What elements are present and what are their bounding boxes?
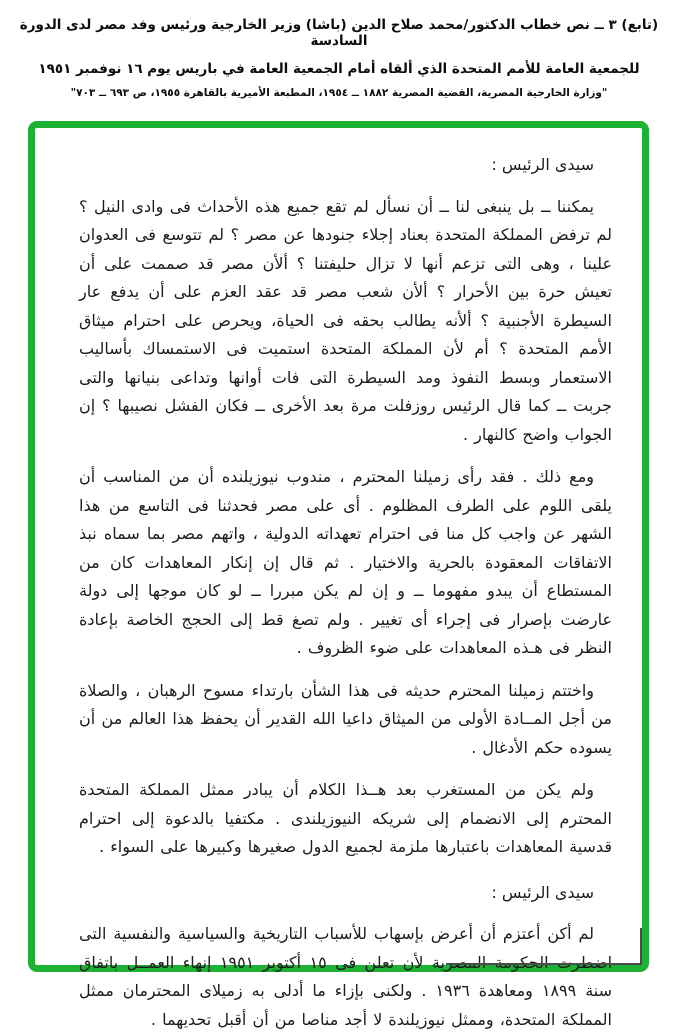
paragraph-5: لم أكن أعتزم أن أعرض بإسهاب للأسباب التاريخية والسياسية والنفسية التى اضطرت الحكومة المصرية لأن تعلن فى ١٥ أكتوبر ١٩٥١ إنهاء العمــل باتفاق سنة ١٨٩٩ ومعاهدة ١٩٣٦ . ولكنى بإزاء ما أدلى به زميلاى المحترمان ممثل المملكة المتحدة، وممثل نيوزيلندة لا أجد مناصا من أن أقبل تحديهما .	[79, 924, 613, 1029]
paragraph-3: واختتم زميلنا المحترم حديثه فى هذا الشأن بارتداء مسوح الرهبان ، والصلاة من أجل المــادة الأولى من الميثاق داعيا الله القدير أن يحفظ هذا العالم من أن يسوده حكم الأدغال .	[79, 680, 612, 757]
green-border-page-frame	[28, 121, 649, 1029]
paragraph-1: يمكننا ــ بل ينبغى لنا ــ أن نسأل لم تقع جميع هذه الأحداث فى وادى النيل ؟ لم ترفض المملكة المتحدة بعناد إجلاء جنودها عن مصر ؟ لم تتوسع فى العدوان علينا ، وهى التى تزعم أنها لا تزال حليفتنا ؟ ألأن مصر قد صممت على أن تعيش حرة بين الأحرار ؟ ألأن شعب مصر قد عقد العزم على أن يدفع عار السيطرة الأجنبية ؟ ألأنه يطالب بحقه فى الحياة، ويحرص على احترام ميثاق الأمم المتحدة ؟ أم لأن المملكة المتحدة استميت فى الاستمساك بأساليب الاستعمار وبسط النفوذ ومد السيطرة التى فات أوانها وتداعى بنيانها والتى جربت ــ كما قال الرئيس روزفلت مرة بعد الأخرى ــ فكان الفشل نصيبها ؟ إن الجواب واضح كالنهار .	[79, 196, 612, 444]
salutation-mr-president-2: سيدى الرئيس :	[491, 882, 594, 902]
speech-body-text	[35, 128, 642, 1029]
salutation-mr-president-1: سيدى الرئيس :	[491, 155, 594, 174]
paragraph-4: ولم يكن من المستغرب بعد هــذا الكلام أن يبادر ممثل المملكة المتحدة المحترم إلى الانضمام إلى شريكه النيوزيلندى . مكتفيا بالدعوة إلى احترام قدسية المعاهدات باعتبارها ملزمة لجميع الدول صغيرها وكبيرها على السواء .	[79, 780, 612, 856]
header-source-citation: "وزارة الخارجية المصرية، القضية المصرية ١٨٨٢ ــ ١٩٥٤، المطبعة الأميرية بالقاهرة ١٩٥٥، ص ٦٩٣ ــ ٧٠٣"	[70, 87, 608, 99]
header-title-line-1: (تابع) ٣ ــ نص خطاب الدكتور/محمد صلاح الدين (باشا) وزير الخارجية ورئيس وفد مصر لدى الدورة السادسة	[19, 17, 659, 49]
paragraph-2: ومع ذلك . فقد رأى زميلنا المحترم ، مندوب نيوزيلنده أن من المناسب أن يلقى اللوم على الطرف المظلوم . أى على مصر فحدثنا فى التاسع من هذا الشهر عن واجب كل منا فى احترام تعهداته الدولية ، واتهم مصر بما سماه نبذ الاتفاقات المعقودة بالحرية والاختيار . ثم قال إن إنكار المعاهدات كان من المستطاع أن يبدو مفهوما ــ و إن لم يكن مبررا ــ لو كان موجها إلى دولة عارضت بإصرار فى إجراء أى تغيير . ولم تصغ قط إلى الحجج الخاصة بإعادة النظر فى هـذه المعاهدات على ضوء الظروف .	[79, 467, 612, 657]
header-title-line-2: للجمعية العامة للأمم المتحدة الذي ألقاه أمام الجمعية العامة في باريس يوم ١٦ نوفمبر ١٩٥١	[38, 61, 640, 77]
document-header	[10, 17, 668, 100]
